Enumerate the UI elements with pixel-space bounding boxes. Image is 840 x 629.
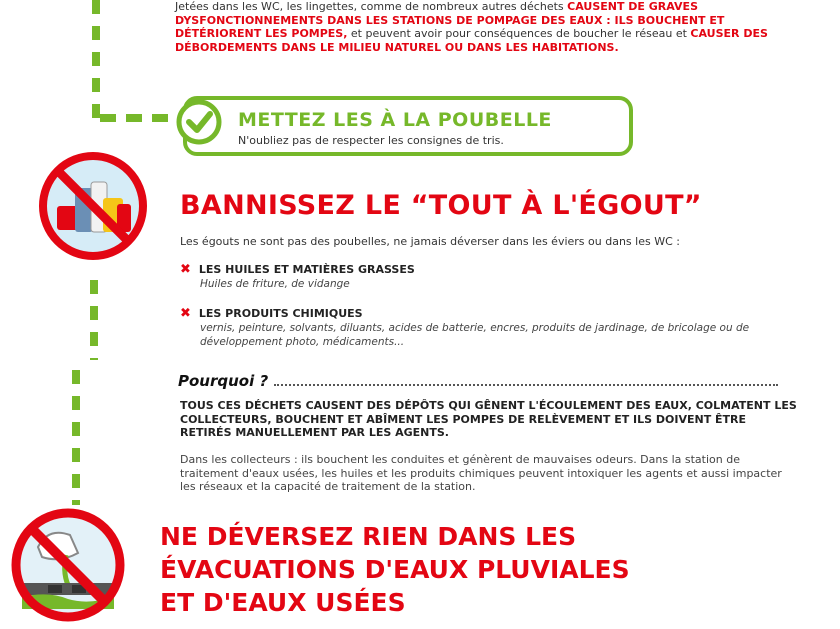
why-explanation: Dans les collecteurs : ils bouchent les conduites et génèrent de mauvaises odeurs. Dans la station de traitement d'eaux usées, les huiles et les produits chimiques peuvent intoxiquer les agents et aussi impacter les réseaux et la capacité de traitement de la station. — [180, 453, 782, 493]
section1-heading: BANNISSEZ LE “TOUT À L'ÉGOUT” — [180, 190, 702, 221]
tip-subtitle: N'oubliez pas de respecter les consignes de tris. — [238, 134, 504, 147]
list-item — [180, 262, 780, 291]
why-label: Pourquoi ? — [178, 372, 269, 390]
why-emphasis: TOUS CES DÉCHETS CAUSENT DES DÉPÔTS QUI GÊNENT L'ÉCOULEMENT DES EAUX, COLMATENT LES COLLECTEURS, BOUCHENT ET ABÎMENT LES POMPES DE RELÈVEMENT ET ILS DOIVENT ÊTRE RETIRÉS MANUELLEMENT PAR LES AGENTS. — [180, 399, 797, 439]
item-subtitle: Huiles de friture, de vidange — [200, 278, 350, 290]
intro-paragraph — [175, 0, 795, 54]
no-dumping-icon — [8, 505, 128, 625]
section2-heading-line1: NE DÉVERSEZ RIEN DANS LES — [160, 522, 577, 551]
dashed-connector-lower — [72, 370, 80, 505]
section2-heading-line2: ÉVACUATIONS D'EAUX PLUVIALES — [160, 555, 630, 584]
intro-text-1: Jetées dans les WC, les lingettes, comme de nombreux autres déchets — [175, 0, 568, 13]
dashed-connector-middle — [90, 280, 98, 360]
intro-emphasis-2: CAUSER DES DÉBORDEMENTS DANS LE MILIEU NATUREL OU DANS LES HABITATIONS. — [175, 27, 768, 54]
intro-text-2: et peuvent avoir pour conséquences de boucher le réseau et — [347, 27, 691, 40]
dashed-connector-top — [92, 0, 100, 120]
section2-heading — [160, 520, 760, 619]
check-icon — [175, 98, 223, 146]
intro-emphasis-1: CAUSENT DE GRAVES DYSFONCTIONNEMENTS DANS LES STATIONS DE POMPAGE DES EAUX : ILS BOUCHENT ET DÉTÉRIORENT LES POMPES, — [175, 0, 725, 40]
cross-icon: ✖ — [180, 262, 191, 277]
item-title: LES HUILES ET MATIÈRES GRASSES — [198, 263, 415, 276]
no-chemicals-icon — [35, 148, 151, 264]
item-subtitle: vernis, peinture, solvants, diluants, acides de batterie, encres, produits de jardinage, de bricolage ou de développement photo, médicaments... — [200, 322, 750, 348]
section2-heading-line3: ET D'EAUX USÉES — [160, 588, 406, 617]
dotted-divider — [274, 374, 778, 386]
cross-icon: ✖ — [180, 306, 191, 321]
tip-title: METTEZ LES À LA POUBELLE — [238, 109, 552, 131]
item-title: LES PRODUITS CHIMIQUES — [198, 307, 363, 320]
why-header — [178, 372, 778, 390]
section1-lead: Les égouts ne sont pas des poubelles, ne jamais déverser dans les éviers ou dans les WC : — [180, 235, 680, 248]
dashed-connector-horizontal — [100, 114, 180, 122]
list-item — [180, 306, 780, 349]
